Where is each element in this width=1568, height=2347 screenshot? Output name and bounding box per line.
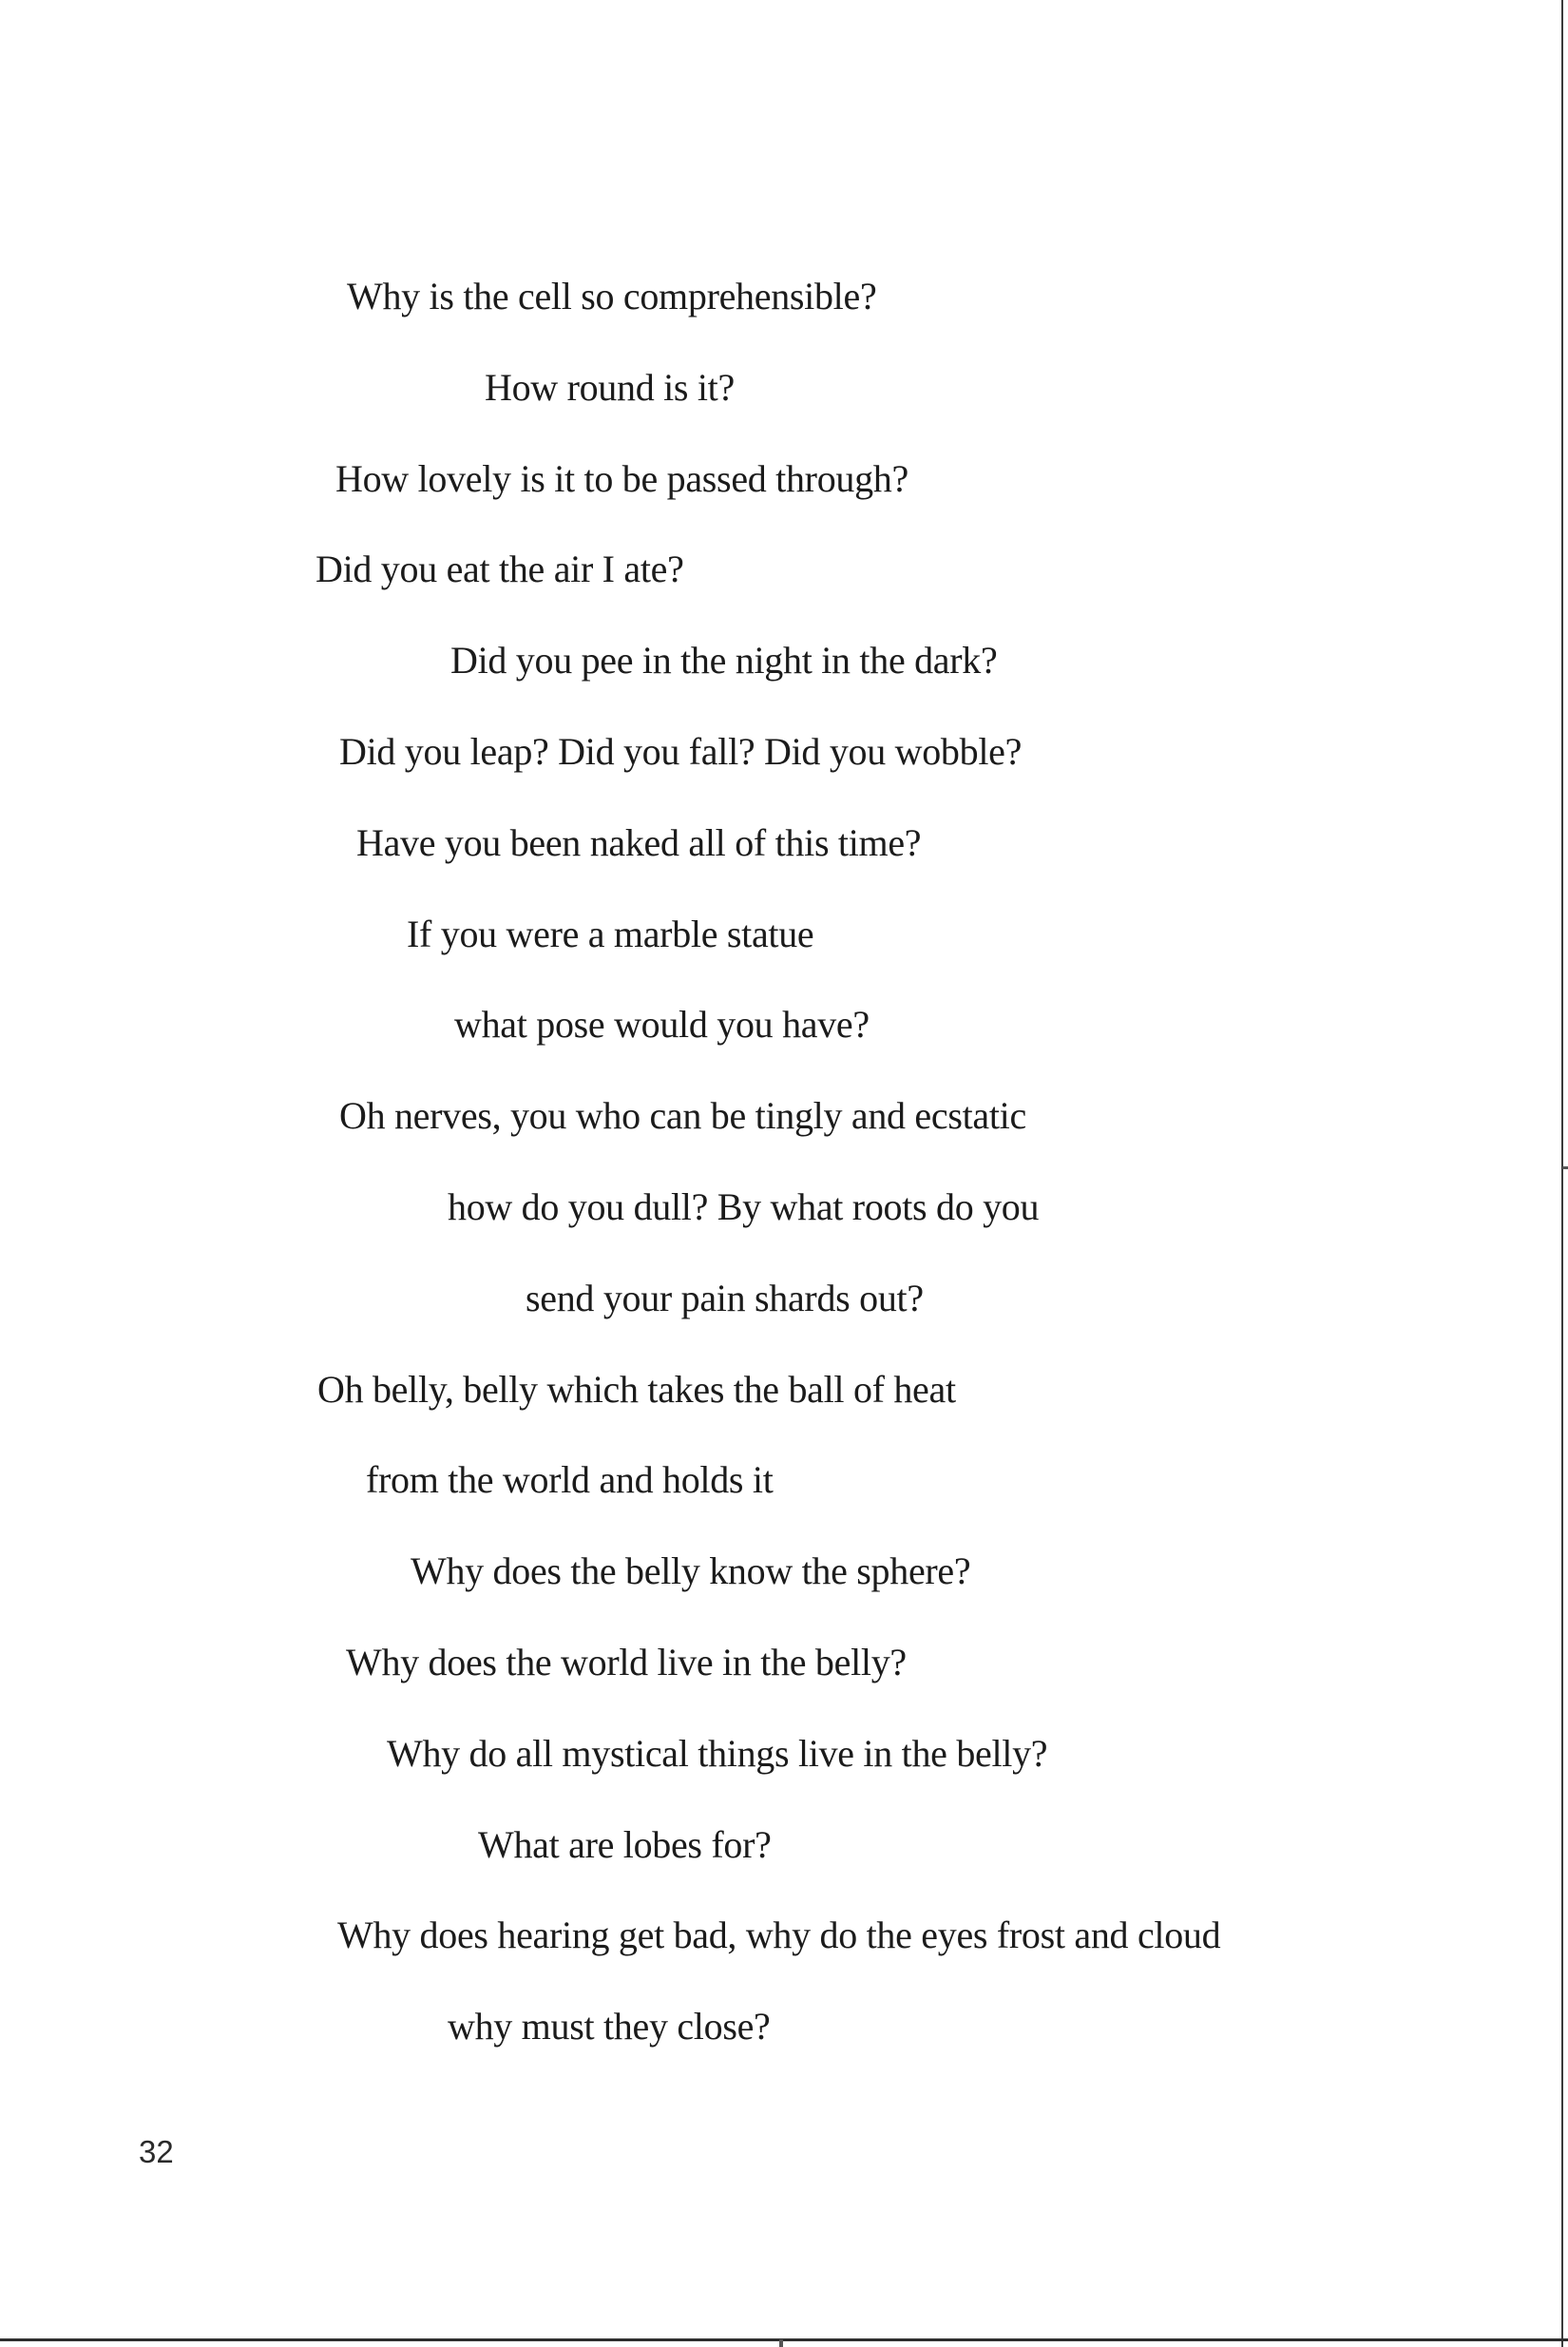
poem-line: How lovely is it to be passed through? — [335, 456, 908, 500]
poem-line: Why do all mystical things live in the belly? — [387, 1731, 1048, 1775]
poem-line: send your pain shards out? — [526, 1276, 924, 1319]
page-number: 32 — [139, 2134, 174, 2169]
poem-line: Did you leap? Did you fall? Did you wobble? — [339, 729, 1023, 773]
poem-line: Have you been naked all of this time? — [356, 820, 922, 864]
page-edge-midpoint-tick-bottom — [779, 2339, 783, 2347]
page-edge-line-right — [1561, 0, 1563, 2347]
poem-line: Oh nerves, you who can be tingly and ecstatic — [339, 1094, 1026, 1138]
poem-line: Did you eat the air I ate? — [316, 548, 684, 591]
poem-line: How round is it? — [485, 365, 735, 409]
poem-line: What are lobes for? — [478, 1822, 772, 1866]
poem-line: If you were a marble statue — [407, 912, 814, 955]
page-edge-line-bottom — [0, 2338, 1568, 2341]
poem-line: Why does the world live in the belly? — [346, 1640, 907, 1683]
poem-line: from the world and holds it — [366, 1458, 774, 1502]
poem-line: Did you pee in the night in the dark? — [450, 639, 998, 683]
poem-line: Why is the cell so comprehensible? — [347, 275, 877, 317]
poem — [0, 251, 1530, 2072]
poem-line: Why does the belly know the sphere? — [411, 1549, 971, 1593]
poem-line: what pose would you have? — [454, 1003, 870, 1047]
page-edge-midpoint-tick-right — [1562, 1166, 1568, 1169]
poem-line: Oh belly, belly which takes the ball of heat — [317, 1367, 956, 1411]
poem-line: why must they close? — [448, 2005, 771, 2049]
poem-line: how do you dull? By what roots do you — [448, 1184, 1040, 1228]
poem-line: Why does hearing get bad, why do the eyes frost and cloud — [337, 1914, 1221, 1957]
